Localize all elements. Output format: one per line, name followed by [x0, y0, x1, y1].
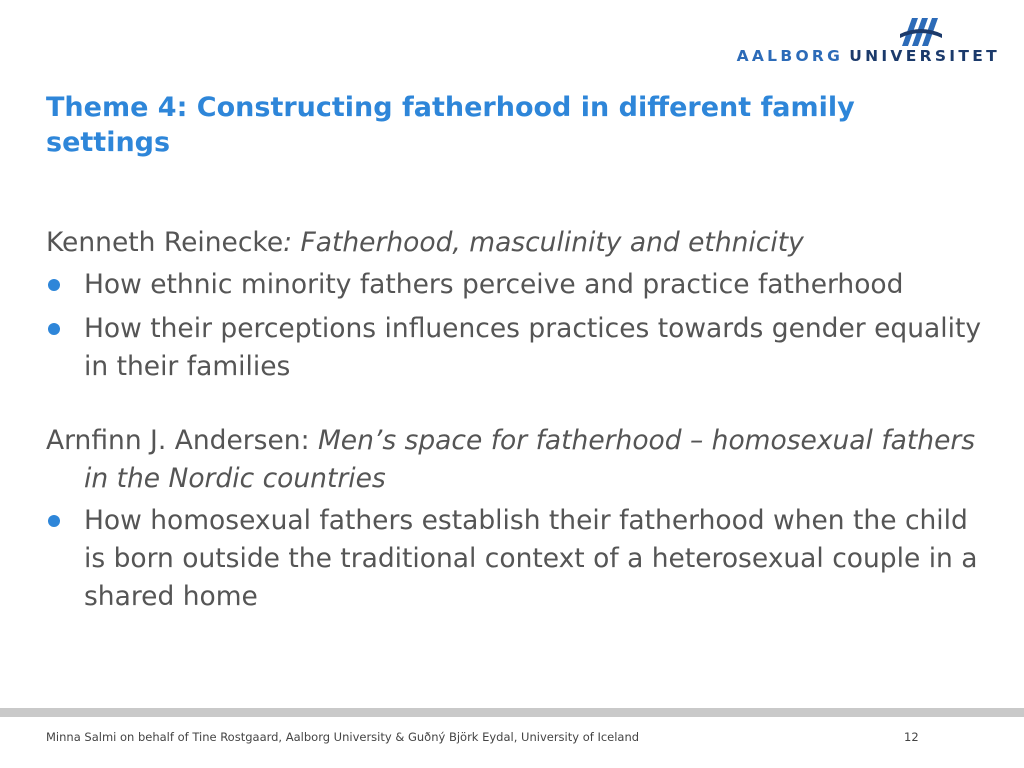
slide-body — [46, 222, 986, 652]
work-title: : Fatherhood, masculinity and ethnicity — [283, 227, 804, 258]
bullet-text: How ethnic minority fathers perceive and practice fatherhood — [84, 269, 904, 300]
bullet-icon — [48, 279, 60, 291]
logo-word-aalborg: AALBORG — [736, 47, 844, 65]
bullet-text: How their perceptions influences practices towards gender equality in their families — [84, 313, 982, 382]
list-item — [46, 266, 986, 304]
logo-wordmark — [737, 47, 1000, 65]
bullet-text: How homosexual fathers establish their fatherhood when the child is born outside the traditional context of a heterosexual couple in a shared home — [84, 505, 978, 612]
author-name: Arnfinn J. Andersen: — [46, 425, 318, 456]
bullet-icon — [48, 515, 60, 527]
section-heading — [46, 422, 986, 498]
page-number: 12 — [904, 730, 919, 744]
section-andersen — [46, 422, 986, 616]
logo-word-universitet: UNIVERSITET — [849, 47, 1000, 65]
university-logo — [680, 12, 1000, 70]
logo-wave-icon — [898, 12, 944, 50]
bullet-list — [46, 502, 986, 616]
section-heading — [46, 224, 986, 262]
list-item — [46, 310, 986, 386]
footer-credits: Minna Salmi on behalf of Tine Rostgaard, Aalborg University & Guðný Björk Eydal, University of Iceland — [46, 730, 640, 744]
bullet-icon — [48, 323, 60, 335]
bullet-list — [46, 266, 986, 386]
list-item — [46, 502, 986, 616]
author-name: Kenneth Reinecke — [46, 227, 284, 258]
footer-divider — [0, 708, 1024, 717]
work-title: Men’s space for fatherhood – homosexual fathers in the Nordic countries — [84, 425, 976, 494]
slide-title: Theme 4: Constructing fatherhood in different family settings — [46, 92, 855, 158]
section-reinecke — [46, 224, 986, 386]
